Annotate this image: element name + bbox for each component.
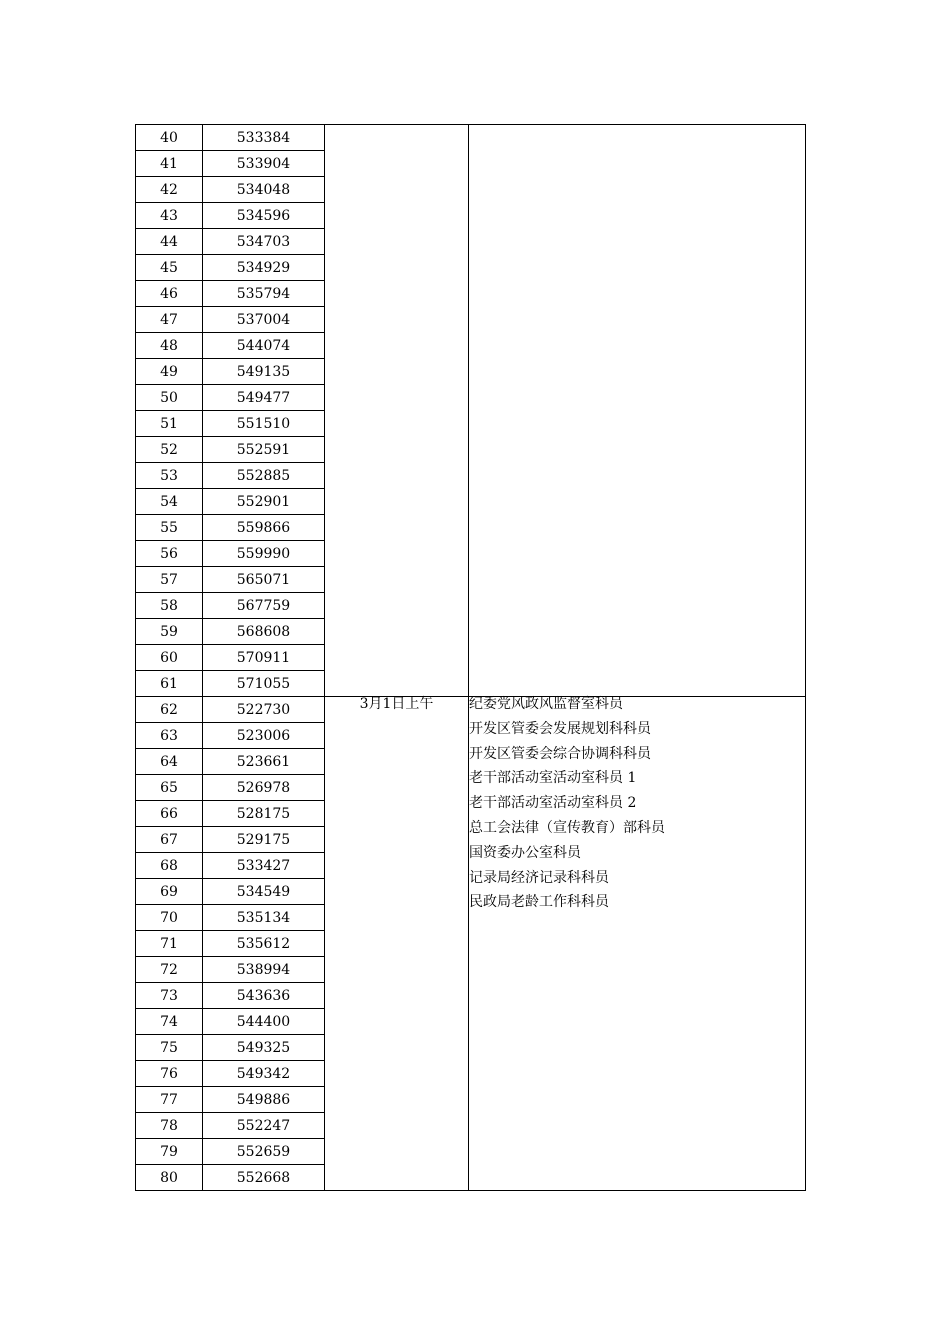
sequence-number-cell: 54 xyxy=(136,489,203,515)
position-item: 纪委党风政风监督室科员 xyxy=(469,696,623,712)
sequence-number-cell: 79 xyxy=(136,1139,203,1165)
candidate-number-cell: 549342 xyxy=(203,1061,325,1087)
candidate-number-cell: 535794 xyxy=(203,281,325,307)
candidate-number-cell: 523006 xyxy=(203,723,325,749)
candidate-number-cell: 551510 xyxy=(203,411,325,437)
candidate-number-cell: 552885 xyxy=(203,463,325,489)
sequence-number-cell: 47 xyxy=(136,307,203,333)
candidate-number-cell: 571055 xyxy=(203,671,325,697)
sequence-number-cell: 44 xyxy=(136,229,203,255)
candidate-number-cell: 549325 xyxy=(203,1035,325,1061)
table-row xyxy=(136,125,806,151)
sequence-number-cell: 58 xyxy=(136,593,203,619)
candidate-number-cell: 528175 xyxy=(203,801,325,827)
position-item: 老干部活动室活动室科员 1 xyxy=(469,770,637,787)
sequence-number-cell: 49 xyxy=(136,359,203,385)
candidate-number-cell: 529175 xyxy=(203,827,325,853)
sequence-number-cell: 62 xyxy=(136,697,203,723)
candidate-number-cell: 534929 xyxy=(203,255,325,281)
candidate-number-cell: 535134 xyxy=(203,905,325,931)
candidate-number-cell: 535612 xyxy=(203,931,325,957)
candidate-number-cell: 549135 xyxy=(203,359,325,385)
sequence-number-cell: 48 xyxy=(136,333,203,359)
sequence-number-cell: 51 xyxy=(136,411,203,437)
candidate-number-cell: 533427 xyxy=(203,853,325,879)
position-item: 开发区管委会综合协调科科员 xyxy=(469,745,651,762)
sequence-number-cell: 45 xyxy=(136,255,203,281)
candidate-number-cell: 568608 xyxy=(203,619,325,645)
candidate-number-cell: 544400 xyxy=(203,1009,325,1035)
position-item: 总工会法律（宣传教育）部科员 xyxy=(469,819,665,836)
positions-cell xyxy=(469,125,806,697)
candidate-number-cell: 552901 xyxy=(203,489,325,515)
position-item: 民政局老龄工作科科员 xyxy=(469,894,609,911)
position-item: 老干部活动室活动室科员 2 xyxy=(469,795,637,812)
interview-time-cell xyxy=(325,697,469,1191)
candidate-number-cell: 559866 xyxy=(203,515,325,541)
sequence-number-cell: 53 xyxy=(136,463,203,489)
sequence-number-cell: 71 xyxy=(136,931,203,957)
candidate-number-cell: 533904 xyxy=(203,151,325,177)
candidate-number-cell: 549886 xyxy=(203,1087,325,1113)
schedule-table-body xyxy=(136,125,806,1191)
sequence-number-cell: 42 xyxy=(136,177,203,203)
candidate-number-cell: 523661 xyxy=(203,749,325,775)
positions-cell xyxy=(469,697,806,1191)
sequence-number-cell: 74 xyxy=(136,1009,203,1035)
candidate-number-cell: 570911 xyxy=(203,645,325,671)
sequence-number-cell: 75 xyxy=(136,1035,203,1061)
sequence-number-cell: 46 xyxy=(136,281,203,307)
candidate-number-cell: 534596 xyxy=(203,203,325,229)
position-item: 开发区管委会发展规划科科员 xyxy=(469,720,651,737)
candidate-number-cell: 567759 xyxy=(203,593,325,619)
sequence-number-cell: 57 xyxy=(136,567,203,593)
sequence-number-cell: 64 xyxy=(136,749,203,775)
sequence-number-cell: 43 xyxy=(136,203,203,229)
sequence-number-cell: 66 xyxy=(136,801,203,827)
sequence-number-cell: 77 xyxy=(136,1087,203,1113)
sequence-number-cell: 56 xyxy=(136,541,203,567)
candidate-number-cell: 538994 xyxy=(203,957,325,983)
position-item: 记录局经济记录科科员 xyxy=(469,869,609,886)
sequence-number-cell: 72 xyxy=(136,957,203,983)
sequence-number-cell: 80 xyxy=(136,1165,203,1191)
candidate-number-cell: 537004 xyxy=(203,307,325,333)
sequence-number-cell: 60 xyxy=(136,645,203,671)
candidate-number-cell: 534703 xyxy=(203,229,325,255)
candidate-number-cell: 552659 xyxy=(203,1139,325,1165)
candidate-number-cell: 559990 xyxy=(203,541,325,567)
sequence-number-cell: 61 xyxy=(136,671,203,697)
sequence-number-cell: 68 xyxy=(136,853,203,879)
sequence-number-cell: 69 xyxy=(136,879,203,905)
candidate-number-cell: 552668 xyxy=(203,1165,325,1191)
sequence-number-cell: 70 xyxy=(136,905,203,931)
candidate-number-cell: 544074 xyxy=(203,333,325,359)
sequence-number-cell: 76 xyxy=(136,1061,203,1087)
candidate-number-cell: 522730 xyxy=(203,697,325,723)
interview-time-text: 3月1日上午 xyxy=(359,696,434,712)
sequence-number-cell: 65 xyxy=(136,775,203,801)
sequence-number-cell: 63 xyxy=(136,723,203,749)
candidate-number-cell: 565071 xyxy=(203,567,325,593)
candidate-number-cell: 534549 xyxy=(203,879,325,905)
candidate-number-cell: 533384 xyxy=(203,125,325,151)
sequence-number-cell: 40 xyxy=(136,125,203,151)
sequence-number-cell: 52 xyxy=(136,437,203,463)
candidate-number-cell: 543636 xyxy=(203,983,325,1009)
table-row xyxy=(136,697,806,723)
interview-time-cell xyxy=(325,125,469,697)
position-item: 国资委办公室科员 xyxy=(469,844,581,861)
sequence-number-cell: 59 xyxy=(136,619,203,645)
candidate-number-cell: 526978 xyxy=(203,775,325,801)
candidate-number-cell: 549477 xyxy=(203,385,325,411)
sequence-number-cell: 50 xyxy=(136,385,203,411)
sequence-number-cell: 78 xyxy=(136,1113,203,1139)
candidate-number-cell: 552591 xyxy=(203,437,325,463)
sequence-number-cell: 41 xyxy=(136,151,203,177)
schedule-table xyxy=(135,124,806,1191)
candidate-number-cell: 534048 xyxy=(203,177,325,203)
candidate-number-cell: 552247 xyxy=(203,1113,325,1139)
sequence-number-cell: 73 xyxy=(136,983,203,1009)
sequence-number-cell: 67 xyxy=(136,827,203,853)
sequence-number-cell: 55 xyxy=(136,515,203,541)
